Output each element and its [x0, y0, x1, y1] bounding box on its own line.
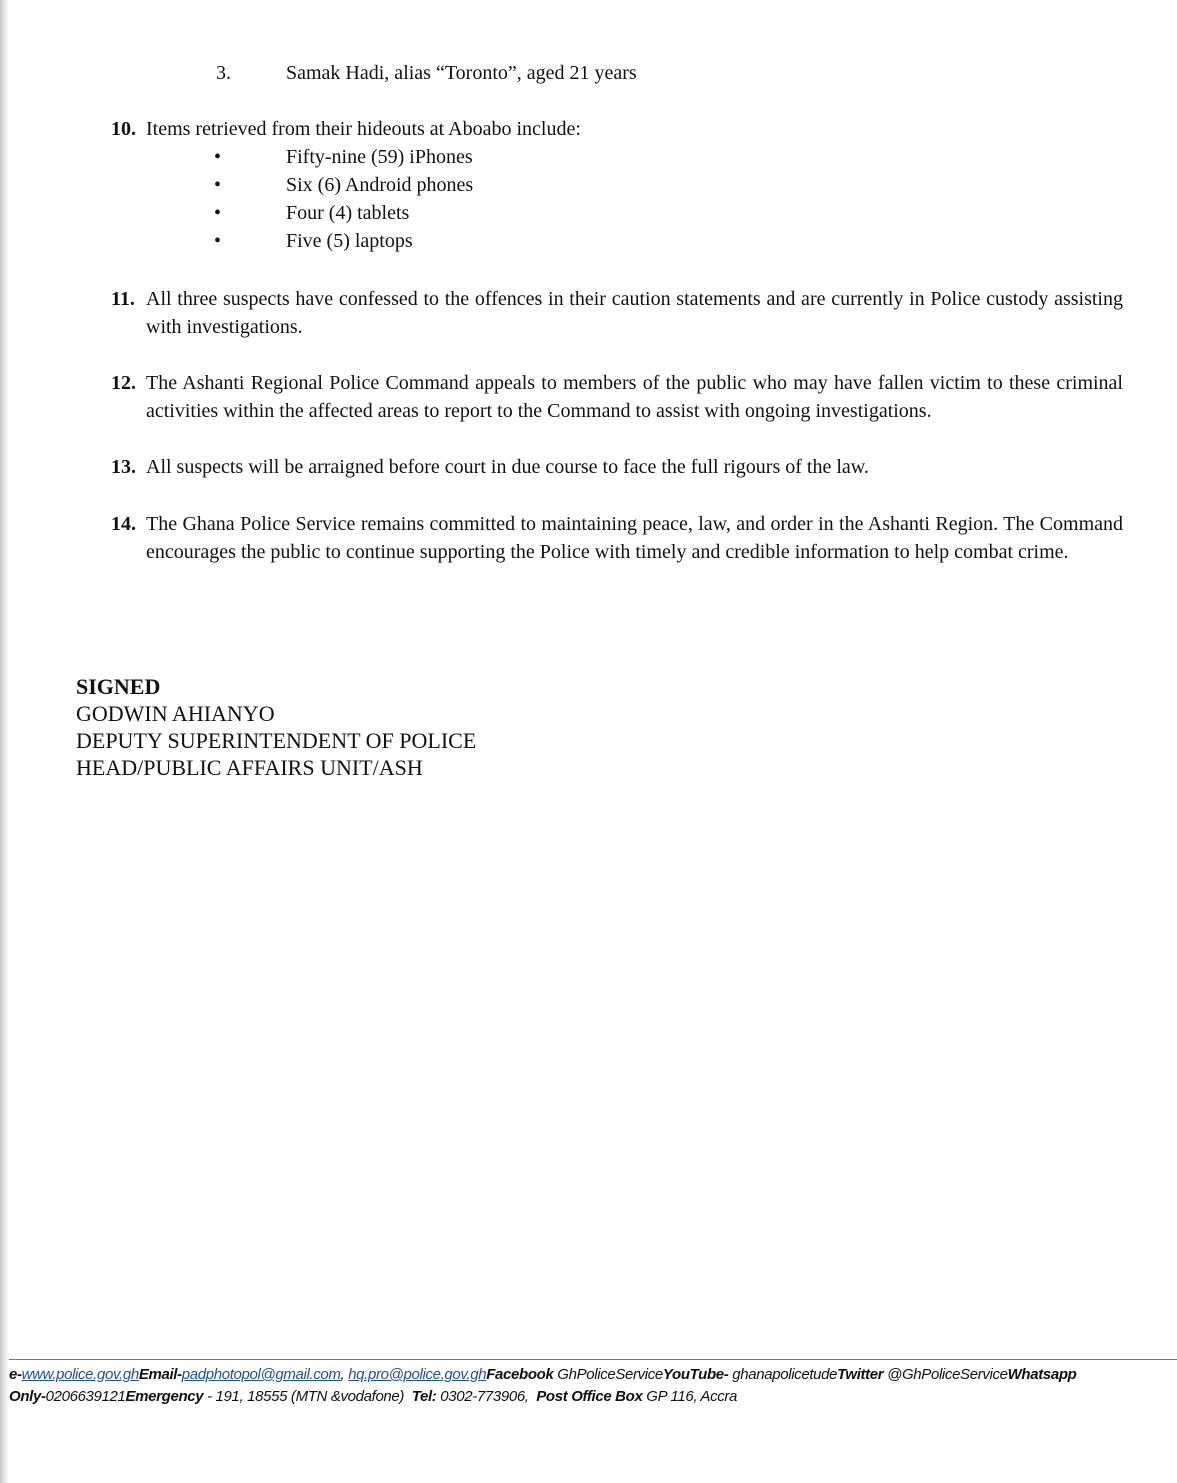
paragraph-11 [111, 285, 1123, 341]
page-shadow-edge [0, 0, 9, 1483]
pobox-label: Post Office Box [536, 1388, 643, 1405]
list-item [9, 199, 709, 227]
youtube-value: ghanapolicetude [728, 1366, 838, 1383]
list-item-text: Four (4) tablets [286, 202, 410, 224]
paragraph-text: All three suspects have confessed to the offences in their caution statements and are currently in Police custody assisting with investigations. [146, 288, 1123, 338]
whatsapp-label: Whatsapp [1007, 1366, 1077, 1383]
items-retrieved-list [9, 143, 709, 255]
signature-block [76, 673, 476, 781]
web-prefix: e- [9, 1366, 22, 1383]
signatory-name: GODWIN AHIANYO [76, 701, 275, 726]
list-item [9, 143, 709, 171]
signatory-position: HEAD/PUBLIC AFFAIRS UNIT/ASH [76, 755, 423, 780]
paragraph-number: 11. [111, 288, 135, 310]
emergency-numbers: - 191, 18555 (MTN &vodafone) [203, 1388, 405, 1405]
list-item [9, 171, 709, 199]
twitter-label: Twitter [837, 1366, 884, 1383]
whatsapp-only-label: Only- [9, 1388, 46, 1405]
footer-line-1 [9, 1364, 1177, 1386]
email-separator: , [340, 1366, 349, 1383]
paragraph-13 [111, 453, 1123, 481]
paragraph-text: Items retrieved from their hideouts at Aboabo include: [146, 118, 581, 140]
document-page [9, 0, 1177, 1483]
email-label: Email- [138, 1366, 182, 1383]
emergency-label: Emergency [125, 1388, 204, 1405]
paragraph-number: 14. [111, 513, 136, 535]
paragraph-text: All suspects will be arraigned before court in due course to face the full rigours of the law. [146, 456, 869, 478]
suspect-text: Samak Hadi, alias “Toronto”, aged 21 years [286, 62, 637, 84]
contact-footer [9, 1364, 1177, 1408]
suspect-number: 3. [216, 62, 231, 84]
email-link-2[interactable]: hq.pro@police.gov.gh [348, 1366, 487, 1383]
facebook-label: Facebook [486, 1366, 554, 1383]
facebook-value: GhPoliceService [553, 1366, 663, 1383]
whatsapp-number: 0206639121 [45, 1388, 126, 1405]
paragraph-12 [111, 369, 1123, 425]
tel-number: 0302-773906, [436, 1388, 529, 1405]
list-item [9, 227, 709, 255]
footer-line-2 [9, 1386, 1177, 1408]
website-link[interactable]: www.police.gov.gh [21, 1366, 139, 1383]
paragraph-text: The Ghana Police Service remains committed to maintaining peace, law, and order in the Ashanti Region. The Command encourages the public to continue supporting the Police with timely and credible information to help combat crime. [146, 513, 1123, 563]
footer-divider [9, 1359, 1177, 1360]
paragraph-number: 13. [111, 456, 136, 478]
list-item-text: Five (5) laptops [286, 230, 413, 252]
pobox-value: GP 116, Accra [642, 1388, 738, 1405]
signatory-rank: DEPUTY SUPERINTENDENT OF POLICE [76, 728, 477, 753]
paragraph-text: The Ashanti Regional Police Command appeals to members of the public who may have fallen victim to these criminal activities within the affected areas to report to the Command to assist with ongoing investigations. [146, 372, 1123, 422]
signed-label: SIGNED [76, 674, 161, 699]
bullet-icon: • [214, 174, 222, 196]
bullet-icon: • [214, 230, 222, 252]
twitter-value: @GhPoliceService [883, 1366, 1008, 1383]
list-item-text: Fifty-nine (59) iPhones [286, 146, 473, 168]
tel-label: Tel: [411, 1388, 437, 1405]
youtube-label: YouTube- [662, 1366, 729, 1383]
list-item-text: Six (6) Android phones [286, 174, 474, 196]
paragraph-10 [111, 115, 1123, 143]
paragraph-number: 10. [111, 118, 136, 140]
email-link-1[interactable]: padphotopol@gmail.com [181, 1366, 341, 1383]
bullet-icon: • [214, 202, 222, 224]
paragraph-14 [111, 510, 1123, 566]
paragraph-number: 12. [111, 372, 136, 394]
bullet-icon: • [214, 146, 222, 168]
